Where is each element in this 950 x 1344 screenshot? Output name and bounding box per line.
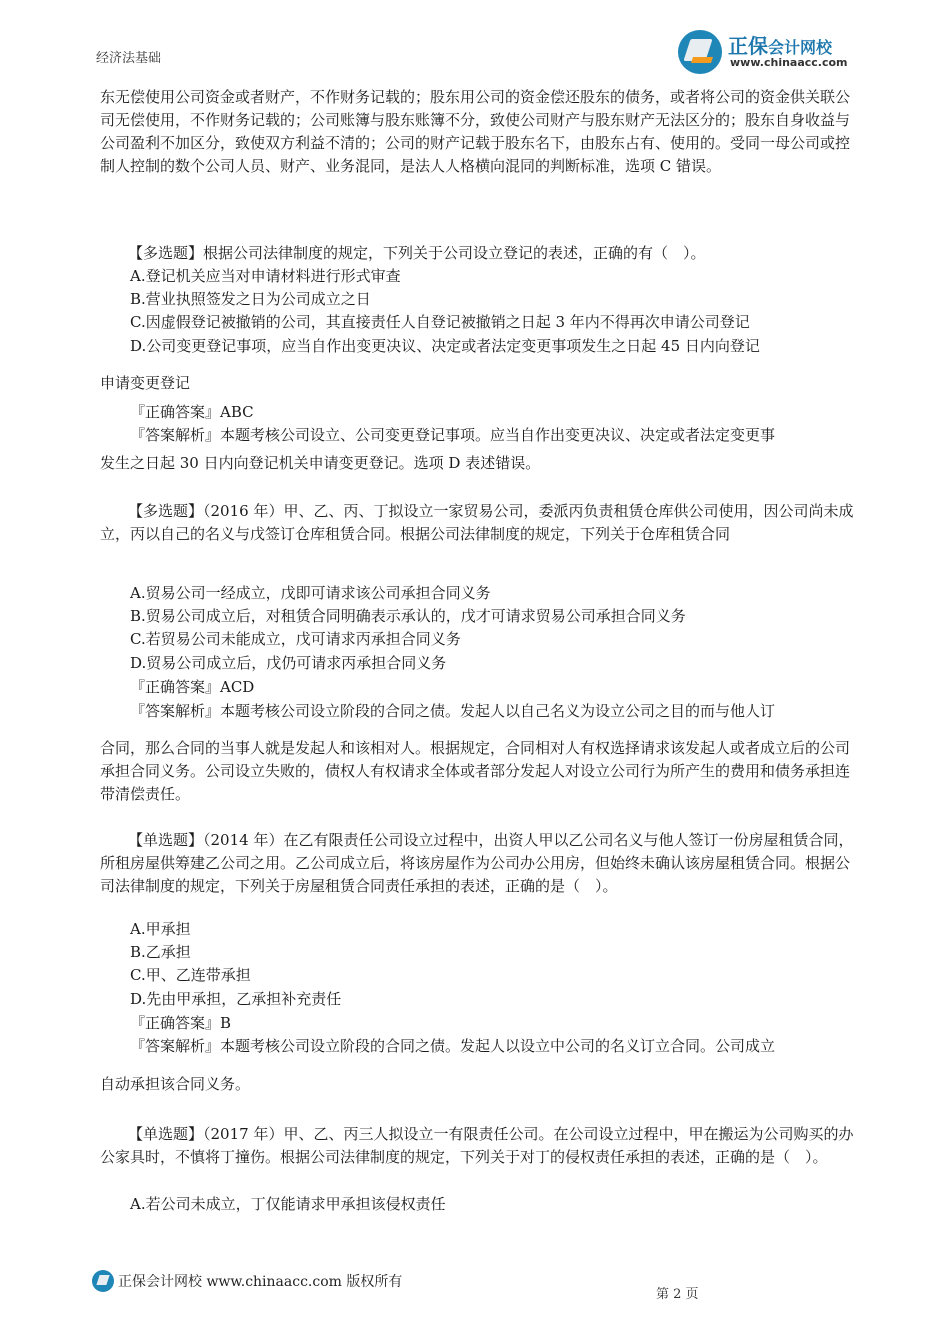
header-doc-title: 经济法基础 (96, 51, 162, 66)
q1-explain-cont: 发生之日起 30 日内向登记机关申请变更登记。选项 D 表述错误。 (100, 454, 541, 472)
q4-option-a: A.若公司未成立，丁仅能请求甲承担该侵权责任 (130, 1195, 446, 1213)
q2-option-b: B.贸易公司成立后，对租赁合同明确表示承认的，戊才可请求贸易公司承担合同义务 (130, 607, 686, 625)
chinaacc-logo (678, 28, 868, 76)
logo-icon (678, 30, 722, 74)
logo-brand: 正保会计网校 (728, 34, 833, 58)
q1-explain-partial: 『答案解析』本题考核公司设立、公司变更登记事项。应当自作出变更决议、决定或者法定变更事 (130, 426, 776, 444)
q1-option-c: C.因虚假登记被撤销的公司，其直接责任人自登记被撤销之日起 3 年内不得再次申请公司登记 (130, 313, 750, 331)
q1-stem: 【多选题】根据公司法律制度的规定，下列关于公司设立登记的表述，正确的有（ ）。 (128, 244, 706, 262)
q3-explain-rest: 自动承担该合同义务。 (100, 1075, 251, 1093)
q4-stem: 【单选题】（2017 年）甲、乙、丙三人拟设立一有限责任公司。在公司设立过程中，甲在搬运为公司购买的办公家具时，不慎将丁撞伤。根据公司法律制度的规定，下列关于对丁的侵权责任承担的表述，正确的是（ ）。 (100, 1125, 854, 1166)
intro-paragraph: 东无偿使用公司资金或者财产，不作财务记载的；股东用公司的资金偿还股东的债务，或者将公司的资金供关联公司无偿使用，不作财务记载的；公司账簿与股东账簿不分，致使公司财产与股东财产无法区分的；股东自身收益与公司盈利不加区分，致使双方利益不清的；公司的财产记载于股东名下，由股东占有、使用的。受同一母公司或控制人控制的数个公司人员、财产、业务混同，是法人人格横向混同的判断标准，选项 C 错误。 (100, 88, 851, 175)
footer-logo-icon (92, 1270, 114, 1292)
page-footer (92, 1270, 402, 1298)
q3-answer: 『正确答案』B (130, 1014, 232, 1032)
q3-stem: 【单选题】（2014 年）在乙有限责任公司设立过程中，出资人甲以乙公司名义与他人签订一份房屋租赁合同，所租房屋供筹建乙公司之用。乙公司成立后，将该房屋作为公司办公用房，但始终未确认该房屋租赁合同。根据公司法律制度的规定，下列关于房屋租赁合同责任承担的表述，正确的是（ ）。 (100, 831, 854, 895)
q2-answer: 『正确答案』ACD (130, 678, 255, 696)
q3-option-c: C.甲、乙连带承担 (130, 966, 251, 984)
q3-option-d: D.先由甲承担，乙承担补充责任 (130, 990, 342, 1008)
q1-option-a: A.登记机关应当对申请材料进行形式审查 (130, 267, 401, 285)
q2-stem: 【多选题】（2016 年）甲、乙、丙、丁拟设立一家贸易公司，委派丙负责租赁仓库供公司使用，因公司尚未成立，丙以自己的名义与戊签订仓库租赁合同。根据公司法律制度的规定，下列关于仓库租赁合同 (100, 502, 854, 543)
q1-option-b: B.营业执照签发之日为公司成立之日 (130, 290, 371, 308)
q2-option-d: D.贸易公司成立后，戊仍可请求丙承担合同义务 (130, 654, 447, 672)
q2-explain-rest: 合同，那么合同的当事人就是发起人和该相对人。根据规定，合同相对人有权选择请求该发起人或者成立后的公司承担合同义务。公司设立失败的，债权人有权请求全体或者部分发起人对设立公司行为所产生的费用和债务承担连带清偿责任。 (100, 739, 851, 803)
q3-explain-first: 『答案解析』本题考核公司设立阶段的合同之债。发起人以设立中公司的名义订立合同。公司成立 (130, 1037, 776, 1055)
q3-option-a: A.甲承担 (130, 920, 191, 938)
logo-url: www.chinaacc.com (730, 56, 848, 69)
q1-option-d-cont: 申请变更登记 (100, 374, 191, 392)
page-number: 第 2 页 (656, 1287, 699, 1302)
q2-option-c: C.若贸易公司未能成立，戊可请求丙承担合同义务 (130, 630, 461, 648)
q2-option-a: A.贸易公司一经成立，戊即可请求该公司承担合同义务 (130, 584, 491, 602)
q1-answer-partial: 『正确答案』ABC (130, 403, 254, 421)
q1-option-d: D.公司变更登记事项，应当自作出变更决议、决定或者法定变更事项发生之日起 45 日内向登记 (130, 337, 760, 355)
q2-explain-first: 『答案解析』本题考核公司设立阶段的合同之债。发起人以自己名义为设立公司之目的而与他人订 (130, 702, 776, 720)
q3-option-b: B.乙承担 (130, 943, 191, 961)
footer-text: 正保会计网校 www.chinaacc.com 版权所有 (118, 1274, 403, 1290)
